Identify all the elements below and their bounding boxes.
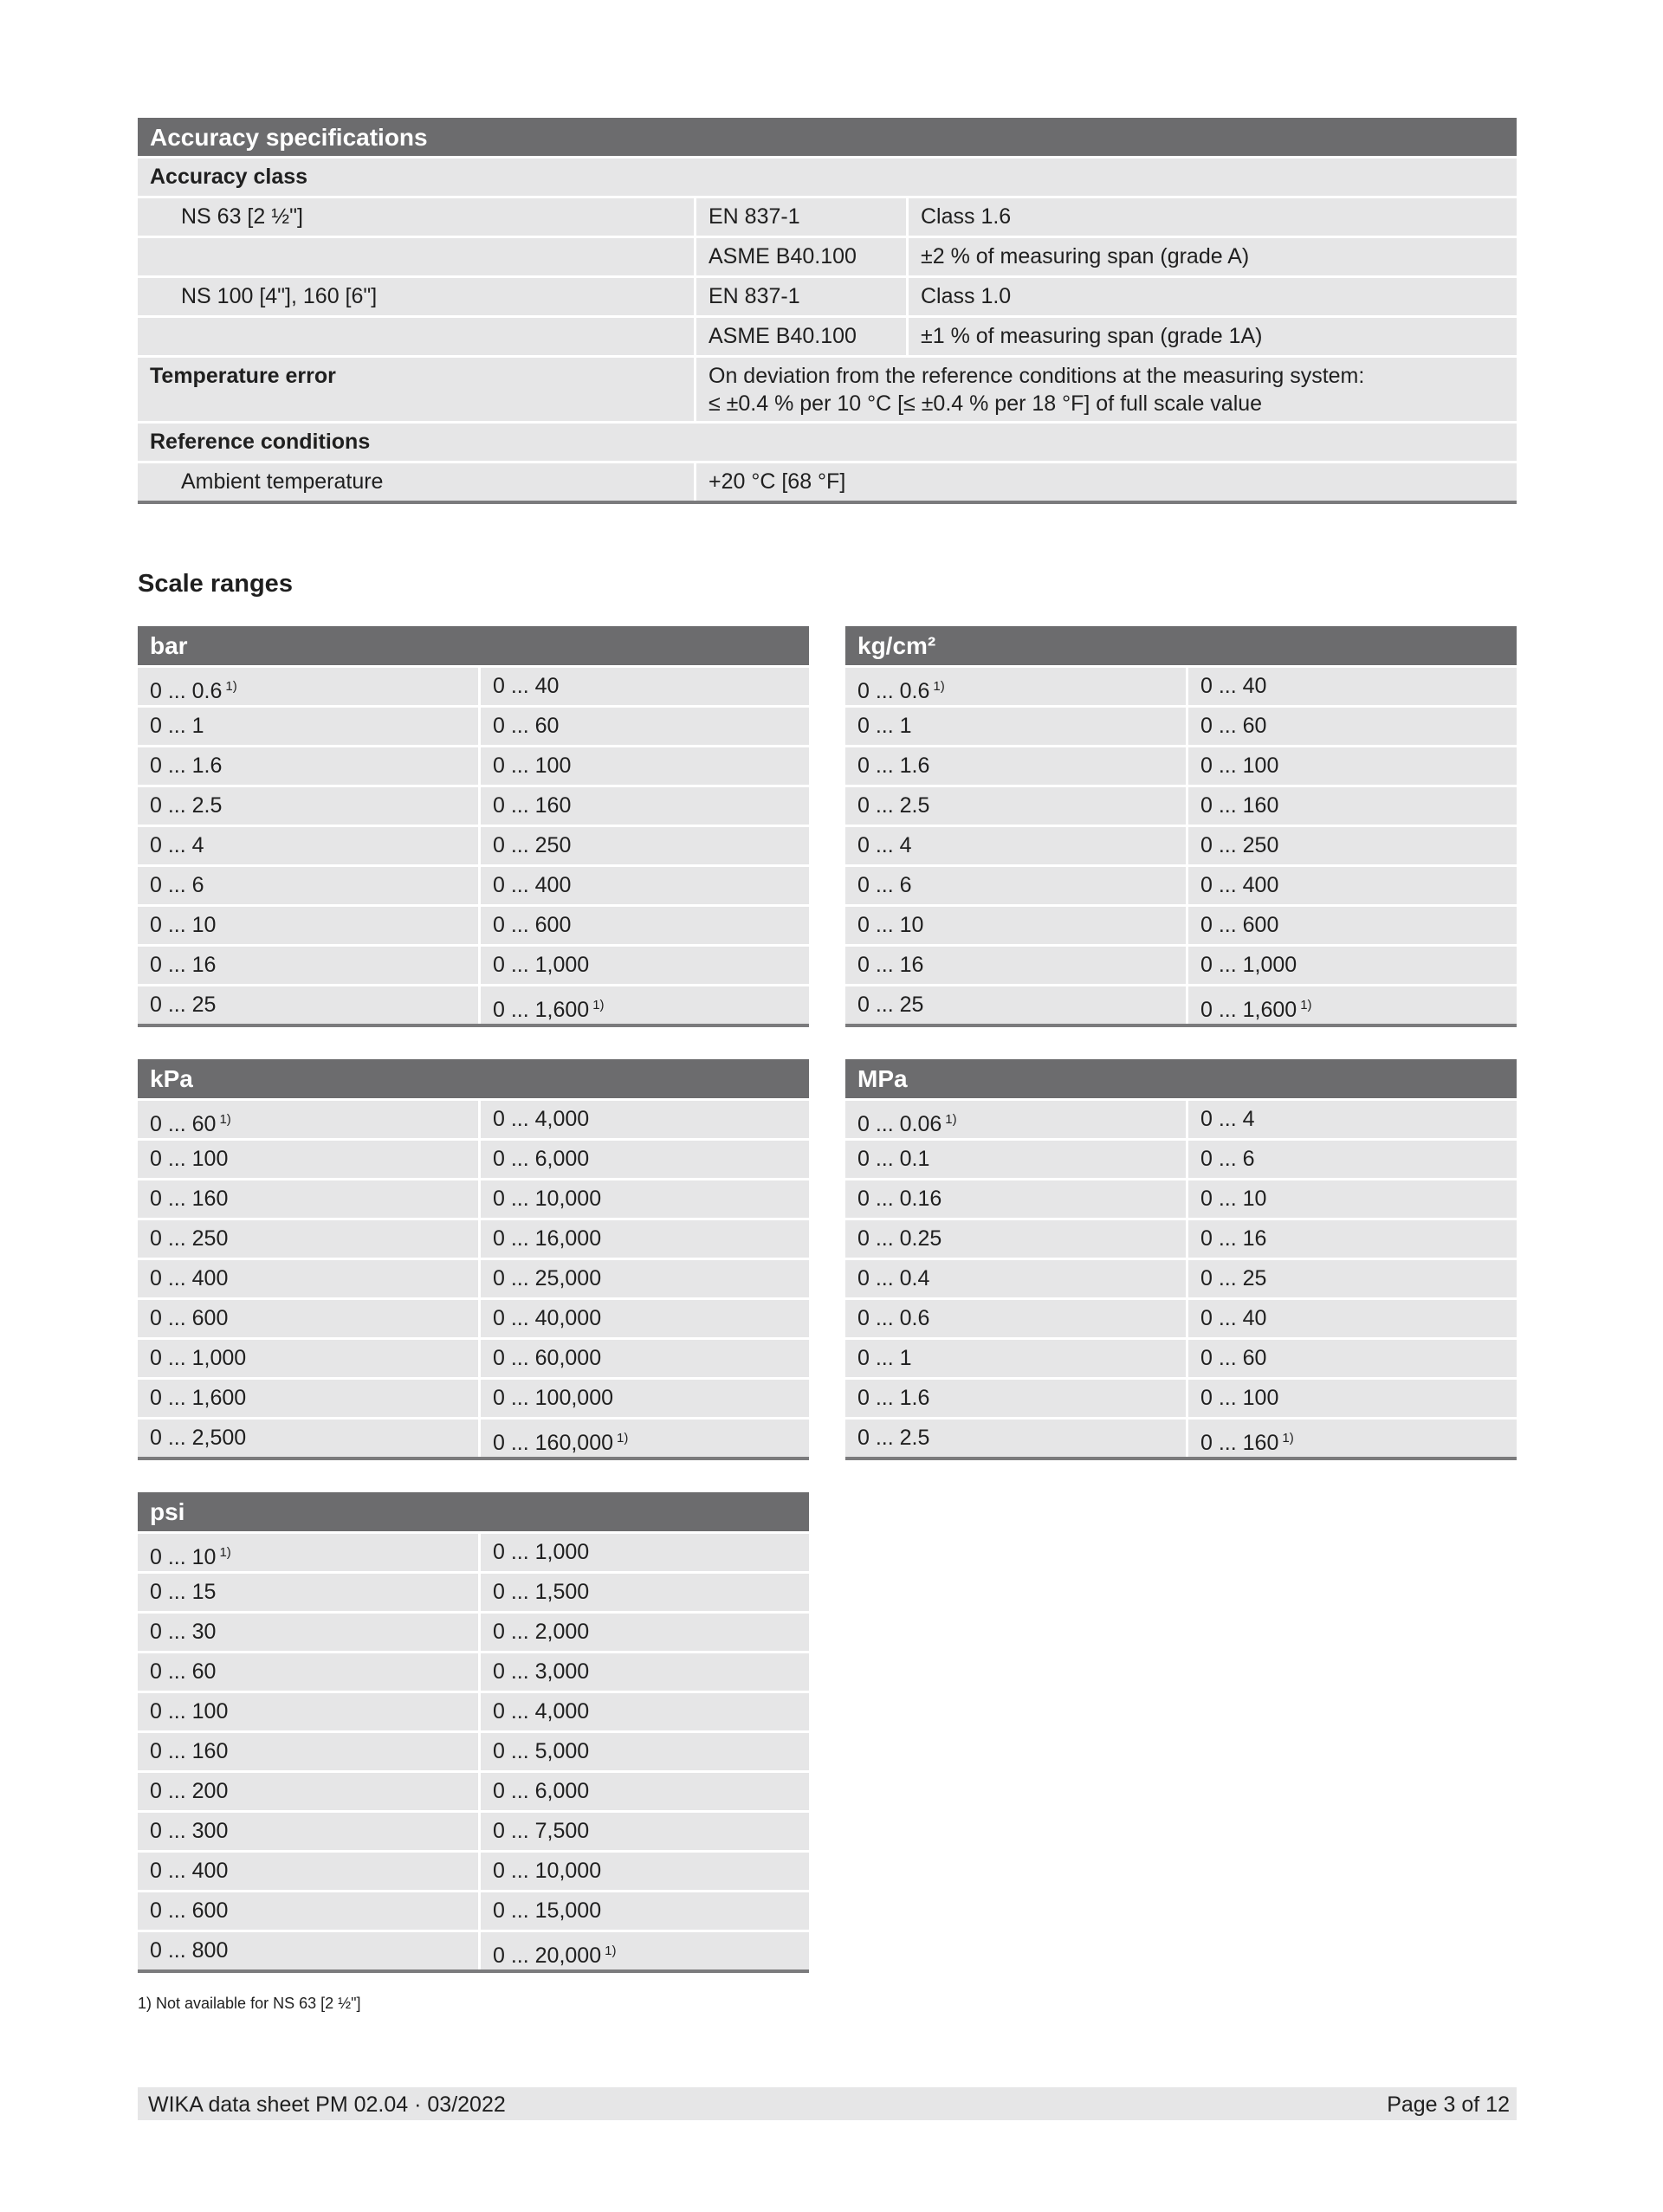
range-cell (481, 947, 809, 984)
kpa-header: kPa (138, 1059, 809, 1098)
range-cell (138, 787, 478, 825)
footnote-marker: 1) (1300, 998, 1312, 1012)
range-cell (1188, 708, 1517, 745)
table-row (845, 1141, 1517, 1178)
ns63-value-1: Class 1.6 (909, 198, 1517, 236)
table-row (138, 1101, 809, 1138)
range-value: 0 ... 0.6 (857, 679, 930, 703)
range-value: 0 ... 4 (1200, 1107, 1255, 1131)
range-cell (845, 1101, 1186, 1138)
range-cell (1188, 1101, 1517, 1138)
range-value: 0 ... 1,600 (150, 1386, 247, 1410)
range-cell (138, 907, 478, 944)
range-value: 0 ... 4,000 (493, 1107, 590, 1131)
ambient-temperature-value: +20 °C [68 °F] (696, 463, 1517, 501)
range-cell (1188, 1340, 1517, 1377)
range-value: 0 ... 1,600 (1200, 998, 1297, 1022)
footnote-marker: 1) (945, 1112, 957, 1127)
table-row (138, 1614, 809, 1651)
range-value: 0 ... 1,500 (493, 1580, 590, 1604)
temperature-error-line-1: On deviation from the reference conditions at the measuring system: (709, 364, 1365, 388)
range-value: 0 ... 160 (493, 793, 572, 818)
range-value: 0 ... 100 (1200, 754, 1279, 778)
range-cell (845, 1420, 1186, 1457)
range-cell (481, 827, 809, 864)
ns63-label: NS 63 [2 ½"] (138, 198, 694, 236)
range-cell (138, 1853, 478, 1890)
range-value: 0 ... 20,000 (493, 1944, 602, 1968)
range-cell (481, 1141, 809, 1178)
range-value: 0 ... 4 (857, 833, 912, 857)
range-cell (138, 1101, 478, 1138)
accuracy-class-label: Accuracy class (138, 158, 1517, 196)
range-value: 0 ... 40 (1200, 674, 1267, 698)
range-cell (481, 787, 809, 825)
range-cell (481, 1260, 809, 1297)
page-footer (138, 2087, 1517, 2120)
table-row (138, 1773, 809, 1810)
range-value: 0 ... 16 (1200, 1226, 1267, 1251)
range-cell (138, 1220, 478, 1258)
table-row (845, 1340, 1517, 1377)
footnote-marker: 1) (225, 679, 237, 694)
range-cell (845, 1260, 1186, 1297)
temperature-error-label: Temperature error (138, 358, 694, 421)
range-value: 0 ... 10,000 (493, 1187, 602, 1211)
table-row (138, 1853, 809, 1890)
range-cell (845, 708, 1186, 745)
mpa-table (845, 1059, 1517, 1460)
table-row (138, 1380, 809, 1417)
ns100-value-1: Class 1.0 (909, 278, 1517, 315)
range-value: 0 ... 6 (150, 873, 204, 897)
table-row (845, 1101, 1517, 1138)
footnote-marker: 1) (617, 1431, 629, 1446)
table-row (138, 867, 809, 904)
range-value: 0 ... 100 (150, 1699, 229, 1724)
range-value: 0 ... 400 (150, 1266, 229, 1290)
range-value: 0 ... 60 (1200, 1346, 1267, 1370)
table-row (138, 787, 809, 825)
range-value: 0 ... 10,000 (493, 1859, 602, 1883)
table-row (138, 1220, 809, 1258)
range-cell (1188, 1260, 1517, 1297)
range-cell (481, 1853, 809, 1890)
range-cell (1188, 1220, 1517, 1258)
range-cell (138, 1260, 478, 1297)
range-value: 0 ... 2.5 (857, 1426, 930, 1450)
range-cell (481, 708, 809, 745)
range-cell (138, 1813, 478, 1850)
ns100-standard-2: ASME B40.100 (696, 318, 906, 355)
footer-datasheet-id: WIKA data sheet PM 02.04 · 03/2022 (148, 2092, 506, 2117)
range-value: 0 ... 1.6 (150, 754, 223, 778)
range-value: 0 ... 1.6 (857, 1386, 930, 1410)
footnote-marker: 1) (1282, 1431, 1294, 1446)
range-value: 0 ... 400 (493, 873, 572, 897)
table-row (138, 1141, 809, 1178)
range-cell (481, 1813, 809, 1850)
range-cell (481, 986, 809, 1024)
scale-ranges-title: Scale ranges (138, 570, 293, 598)
footnote-marker: 1) (592, 998, 605, 1012)
range-value: 0 ... 1,000 (493, 953, 590, 977)
range-value: 0 ... 300 (150, 1819, 229, 1843)
range-value: 0 ... 160 (1200, 793, 1279, 818)
table-row (845, 747, 1517, 785)
range-cell (1188, 787, 1517, 825)
ns100-value-2: ±1 % of measuring span (grade 1A) (909, 318, 1517, 355)
range-cell (138, 1693, 478, 1730)
range-cell (138, 1300, 478, 1337)
range-cell (845, 787, 1186, 825)
range-cell (845, 907, 1186, 944)
range-cell (481, 867, 809, 904)
table-row (138, 1180, 809, 1218)
range-value: 0 ... 400 (150, 1859, 229, 1883)
ns100-label: NS 100 [4"], 160 [6"] (138, 278, 694, 315)
range-value: 0 ... 60 (150, 1659, 217, 1684)
range-value: 0 ... 6,000 (493, 1147, 590, 1171)
range-value: 0 ... 10 (857, 913, 924, 937)
range-value: 0 ... 250 (493, 833, 572, 857)
range-value: 0 ... 160,000 (493, 1431, 614, 1455)
range-value: 0 ... 0.16 (857, 1187, 942, 1211)
range-value: 0 ... 100 (493, 754, 572, 778)
table-row (138, 907, 809, 944)
range-cell (1188, 827, 1517, 864)
footnote-marker: 1) (933, 679, 945, 694)
range-value: 0 ... 40,000 (493, 1306, 602, 1330)
range-cell (138, 1534, 478, 1571)
table-row (138, 747, 809, 785)
range-cell (1188, 907, 1517, 944)
kpa-table (138, 1059, 809, 1460)
range-cell (845, 668, 1186, 705)
table-row (138, 827, 809, 864)
table-row (845, 1260, 1517, 1297)
bar-table (138, 626, 809, 1027)
range-value: 0 ... 600 (1200, 913, 1279, 937)
range-cell (138, 1614, 478, 1651)
table-row (845, 986, 1517, 1024)
table-row (138, 1813, 809, 1850)
kgcm2-header: kg/cm² (845, 626, 1517, 665)
table-row (138, 1534, 809, 1571)
range-cell (1188, 986, 1517, 1024)
footnote: 1) Not available for NS 63 [2 ½"] (138, 1995, 361, 2012)
table-bottom-rule (845, 1024, 1517, 1027)
range-cell (481, 1773, 809, 1810)
range-cell (138, 947, 478, 984)
range-value: 0 ... 10 (150, 913, 217, 937)
footer-page-number: Page 3 of 12 (1387, 2092, 1510, 2117)
range-cell (845, 986, 1186, 1024)
range-cell (481, 1534, 809, 1571)
table-row (138, 668, 809, 705)
accuracy-header: Accuracy specifications (138, 118, 1517, 156)
table-row (138, 1574, 809, 1611)
range-cell (481, 1932, 809, 1969)
range-cell (138, 1380, 478, 1417)
table-row (138, 1653, 809, 1691)
range-cell (845, 747, 1186, 785)
range-value: 0 ... 0.25 (857, 1226, 942, 1251)
range-value: 0 ... 100 (150, 1147, 229, 1171)
range-value: 0 ... 4 (150, 833, 204, 857)
range-cell (138, 1141, 478, 1178)
range-value: 0 ... 0.4 (857, 1266, 930, 1290)
range-cell (138, 1892, 478, 1930)
range-value: 0 ... 600 (150, 1306, 229, 1330)
range-value: 0 ... 400 (1200, 873, 1279, 897)
range-cell (138, 1932, 478, 1969)
range-cell (138, 867, 478, 904)
table-row (138, 1420, 809, 1457)
range-value: 0 ... 1 (857, 1346, 912, 1370)
range-cell (1188, 1300, 1517, 1337)
range-value: 0 ... 160 (150, 1187, 229, 1211)
range-cell (845, 1180, 1186, 1218)
range-value: 0 ... 2,000 (493, 1620, 590, 1644)
table-row (845, 867, 1517, 904)
table-row (845, 668, 1517, 705)
range-cell (138, 1180, 478, 1218)
range-cell (845, 867, 1186, 904)
range-value: 0 ... 160 (150, 1739, 229, 1763)
range-cell (1188, 1420, 1517, 1457)
kgcm2-table (845, 626, 1517, 1027)
range-value: 0 ... 250 (150, 1226, 229, 1251)
table-row (845, 787, 1517, 825)
table-row (138, 1733, 809, 1770)
footnote-marker: 1) (605, 1944, 617, 1958)
ns100-label-cont (138, 318, 694, 355)
table-row (845, 1380, 1517, 1417)
range-value: 0 ... 4,000 (493, 1699, 590, 1724)
range-value: 0 ... 250 (1200, 833, 1279, 857)
range-value: 0 ... 10 (150, 1545, 217, 1569)
table-row (845, 708, 1517, 745)
table-row (845, 1220, 1517, 1258)
range-value: 0 ... 16,000 (493, 1226, 602, 1251)
range-cell (1188, 867, 1517, 904)
psi-table (138, 1492, 809, 1973)
range-value: 0 ... 6 (1200, 1147, 1255, 1171)
range-value: 0 ... 60 (493, 714, 560, 738)
range-value: 0 ... 40 (493, 674, 560, 698)
range-cell (1188, 747, 1517, 785)
range-value: 0 ... 1 (857, 714, 912, 738)
range-cell (481, 1693, 809, 1730)
table-row (138, 1892, 809, 1930)
range-cell (845, 1300, 1186, 1337)
range-value: 0 ... 10 (1200, 1187, 1267, 1211)
range-cell (481, 1340, 809, 1377)
range-value: 0 ... 30 (150, 1620, 217, 1644)
range-cell (845, 1141, 1186, 1178)
table-bottom-rule (138, 1969, 809, 1973)
range-value: 0 ... 0.1 (857, 1147, 930, 1171)
range-value: 0 ... 100 (1200, 1386, 1279, 1410)
ns63-standard-2: ASME B40.100 (696, 238, 906, 275)
range-cell (481, 1574, 809, 1611)
temperature-error-line-2: ≤ ±0.4 % per 10 °C [≤ ±0.4 % per 18 °F] of full scale value (709, 391, 1263, 416)
range-cell (138, 986, 478, 1024)
range-value: 0 ... 0.6 (857, 1306, 930, 1330)
range-cell (481, 1180, 809, 1218)
table-row (138, 1300, 809, 1337)
range-cell (138, 1420, 478, 1457)
range-value: 0 ... 0.06 (857, 1112, 942, 1136)
range-cell (481, 1892, 809, 1930)
ns63-label-cont (138, 238, 694, 275)
range-cell (481, 907, 809, 944)
range-value: 0 ... 60 (1200, 714, 1267, 738)
table-row (845, 1300, 1517, 1337)
table-row (138, 1693, 809, 1730)
range-cell (1188, 668, 1517, 705)
range-value: 0 ... 15,000 (493, 1898, 602, 1923)
table-bottom-rule (845, 1457, 1517, 1460)
range-value: 0 ... 200 (150, 1779, 229, 1803)
range-value: 0 ... 25 (857, 993, 924, 1017)
range-cell (481, 1420, 809, 1457)
accuracy-specifications-table (138, 118, 1517, 504)
ns63-value-2: ±2 % of measuring span (grade A) (909, 238, 1517, 275)
table-bottom-rule (138, 1024, 809, 1027)
table-row (138, 986, 809, 1024)
ambient-temperature-label: Ambient temperature (138, 463, 694, 501)
range-value: 0 ... 1,600 (493, 998, 590, 1022)
range-value: 0 ... 0.6 (150, 679, 223, 703)
range-cell (481, 1653, 809, 1691)
range-value: 0 ... 160 (1200, 1431, 1279, 1455)
range-value: 0 ... 25 (150, 993, 217, 1017)
range-cell (138, 1733, 478, 1770)
range-cell (1188, 947, 1517, 984)
table-row (845, 827, 1517, 864)
range-value: 0 ... 1,000 (1200, 953, 1297, 977)
range-value: 0 ... 2.5 (150, 793, 223, 818)
table-row (845, 1180, 1517, 1218)
range-value: 0 ... 100,000 (493, 1386, 614, 1410)
range-cell (138, 1653, 478, 1691)
range-cell (481, 1380, 809, 1417)
reference-conditions-label: Reference conditions (138, 424, 1517, 461)
range-cell (845, 1220, 1186, 1258)
range-value: 0 ... 16 (150, 953, 217, 977)
range-value: 0 ... 600 (493, 913, 572, 937)
range-value: 0 ... 60,000 (493, 1346, 602, 1370)
range-value: 0 ... 25,000 (493, 1266, 602, 1290)
range-cell (845, 827, 1186, 864)
range-value: 0 ... 60 (150, 1112, 217, 1136)
footnote-marker: 1) (219, 1545, 231, 1560)
range-cell (138, 827, 478, 864)
table-row (845, 947, 1517, 984)
table-row (845, 1420, 1517, 1457)
table-row (138, 947, 809, 984)
range-cell (845, 1380, 1186, 1417)
range-cell (481, 1220, 809, 1258)
range-value: 0 ... 1,000 (150, 1346, 247, 1370)
ns100-standard-1: EN 837-1 (696, 278, 906, 315)
range-cell (481, 1101, 809, 1138)
range-value: 0 ... 600 (150, 1898, 229, 1923)
range-cell (845, 947, 1186, 984)
range-cell (481, 1300, 809, 1337)
range-cell (481, 747, 809, 785)
range-value: 0 ... 40 (1200, 1306, 1267, 1330)
range-cell (1188, 1380, 1517, 1417)
range-cell (481, 1614, 809, 1651)
ns63-standard-1: EN 837-1 (696, 198, 906, 236)
range-cell (138, 668, 478, 705)
range-value: 0 ... 6 (857, 873, 912, 897)
range-value: 0 ... 25 (1200, 1266, 1267, 1290)
range-cell (1188, 1141, 1517, 1178)
range-value: 0 ... 6,000 (493, 1779, 590, 1803)
range-cell (845, 1340, 1186, 1377)
range-cell (138, 1340, 478, 1377)
bar-header: bar (138, 626, 809, 665)
range-cell (138, 708, 478, 745)
range-cell (138, 747, 478, 785)
table-row (138, 1340, 809, 1377)
mpa-header: MPa (845, 1059, 1517, 1098)
accuracy-bottom-rule (138, 501, 1517, 504)
range-value: 0 ... 2.5 (857, 793, 930, 818)
table-row (138, 1932, 809, 1969)
range-value: 0 ... 1,000 (493, 1540, 590, 1564)
range-value: 0 ... 1 (150, 714, 204, 738)
range-cell (138, 1773, 478, 1810)
range-cell (138, 1574, 478, 1611)
range-value: 0 ... 5,000 (493, 1739, 590, 1763)
range-value: 0 ... 800 (150, 1938, 229, 1963)
table-row (138, 1260, 809, 1297)
range-value: 0 ... 7,500 (493, 1819, 590, 1843)
range-value: 0 ... 2,500 (150, 1426, 247, 1450)
footnote-marker: 1) (219, 1112, 231, 1127)
range-cell (481, 668, 809, 705)
table-row (845, 907, 1517, 944)
table-bottom-rule (138, 1457, 809, 1460)
range-cell (1188, 1180, 1517, 1218)
temperature-error-value (696, 358, 1517, 421)
table-row (138, 708, 809, 745)
range-value: 0 ... 16 (857, 953, 924, 977)
range-value: 0 ... 1.6 (857, 754, 930, 778)
range-value: 0 ... 3,000 (493, 1659, 590, 1684)
psi-header: psi (138, 1492, 809, 1531)
range-cell (481, 1733, 809, 1770)
range-value: 0 ... 15 (150, 1580, 217, 1604)
